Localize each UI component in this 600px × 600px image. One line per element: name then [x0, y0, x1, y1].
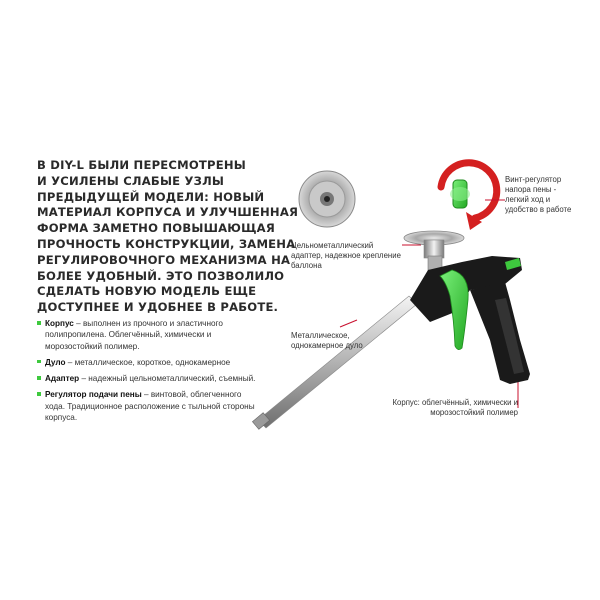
headline-line: ДОСТУПНЕЕ И УДОБНЕЕ В РАБОТЕ. [37, 300, 279, 315]
headline-line: СДЕЛАТЬ НОВУЮ МОДЕЛЬ ЕЩЕ [37, 284, 257, 299]
regulator-detail [441, 163, 497, 230]
headline-line: ФОРМА ЗАМЕТНО ПОВЫШАЮЩАЯ [37, 221, 275, 236]
adapter-detail [299, 171, 355, 227]
feature-term: Регулятор подачи пены [45, 390, 142, 400]
callout-adapter: Цельнометаллический адаптер, надежное крепление баллона [291, 241, 401, 270]
headline-line: РЕГУЛИРОВОЧНОГО МЕХАНИЗМА НА [37, 252, 291, 267]
feature-term: Дуло [45, 357, 66, 367]
feature-text: – надежный цельнометаллический, съемный. [79, 374, 256, 384]
feature-text: – металлическое, короткое, однокамерное [65, 357, 231, 367]
callout-regulator: Винт-регулятор напора пены - легкий ход и удобство в работе [505, 175, 572, 214]
feature-text: – винтовой, облегченного хода. Традиционное расположение с тыльной стороны корпуса. [45, 390, 255, 423]
feature-text: – выполнен из прочного и эластичного полипропилена. Облегчённый, химически и морозостойкий полимер. [45, 319, 223, 351]
headline-line: ПРЕДЫДУЩЕЙ МОДЕЛИ: НОВЫЙ [37, 189, 265, 204]
feature-term: Адаптер [45, 374, 80, 384]
headline-line: И УСИЛЕНЫ СЛАБЫЕ УЗЛЫ [37, 173, 225, 188]
headline-line: МАТЕРИАЛ КОРПУСА И УЛУЧШЕННАЯ [37, 205, 299, 220]
callout-barrel: Металлическое, однокамерное дуло [291, 331, 363, 350]
callout-body: Корпус: облегчённый, химически и морозостойкий полимер [392, 398, 518, 417]
gun-body [410, 256, 530, 384]
feature-term: Корпус [45, 319, 74, 328]
headline-line: ПРОЧНОСТЬ КОНСТРУКЦИИ, ЗАМЕНА [37, 236, 296, 251]
headline-line: В DIY-L БЫЛИ ПЕРЕСМОТРЕНЫ [37, 158, 246, 172]
headline-line: БОЛЕЕ УДОБНЫЙ. ЭТО ПОЗВОЛИЛО [37, 268, 285, 283]
